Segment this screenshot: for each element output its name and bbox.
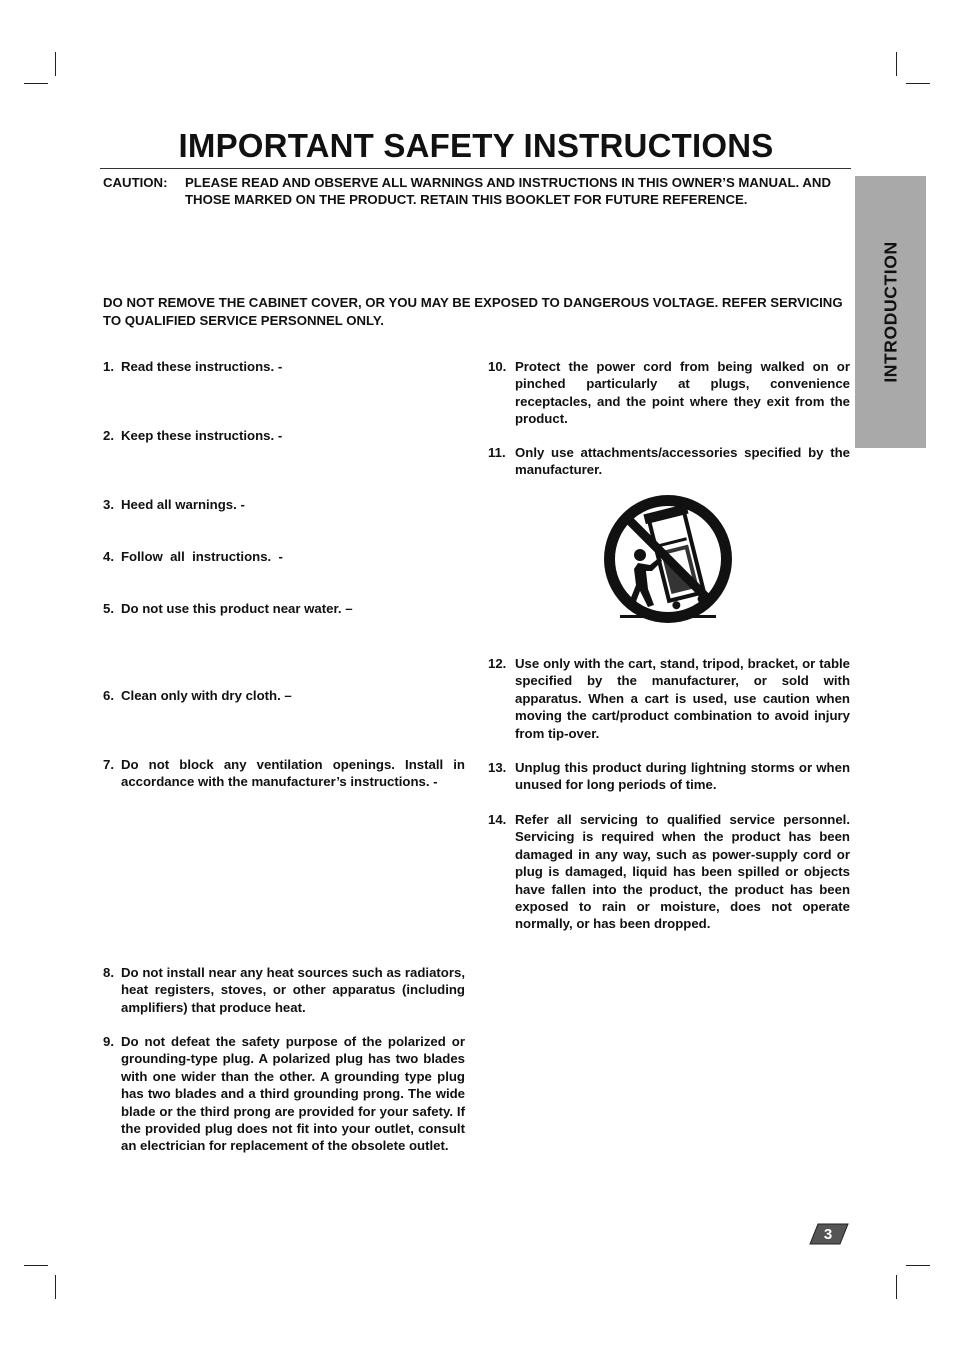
item-number: 6.	[103, 688, 114, 703]
instruction-item-9	[103, 1033, 465, 1155]
instruction-item-10	[488, 358, 850, 428]
crop-mark	[55, 1275, 56, 1299]
section-tab-label: INTRODUCTION	[880, 241, 900, 383]
item-number: 7.	[103, 757, 114, 772]
item-text: Only use attachments/accessories specified by the manufacturer.	[515, 445, 850, 478]
item-text: Refer all servicing to qualified service personnel. Servicing is required when the product has been damaged in any way, such as power-supply cord or plug is damaged, liquid has been spilled or objects have fallen into the product, the product has been exposed to rain or moisture, does not operate normally, or has been dropped.	[515, 812, 850, 932]
item-number: 1.	[103, 359, 114, 374]
item-number: 8.	[103, 965, 114, 980]
instruction-item-7	[103, 756, 465, 791]
item-number: 5.	[103, 601, 114, 616]
instruction-item-3	[103, 496, 465, 513]
item-text: Unplug this product during lightning storms or when unused for long periods of time.	[515, 760, 850, 793]
instruction-item-4	[103, 548, 465, 565]
item-number: 12.	[488, 656, 507, 671]
item-text: Protect the power cord from being walked on or pinched particularly at plugs, convenience receptacles, and the point where they exit from the product.	[515, 359, 850, 427]
item-number: 3.	[103, 497, 114, 512]
item-number: 11.	[488, 445, 506, 460]
page-number: 3	[823, 1226, 833, 1243]
instruction-item-6	[103, 687, 465, 704]
item-number: 2.	[103, 428, 114, 443]
cart-tip-over-warning-icon	[602, 493, 734, 625]
instruction-item-13	[488, 759, 850, 794]
instruction-item-12	[488, 655, 850, 742]
item-text: Heed all warnings. -	[121, 497, 245, 512]
crop-mark	[906, 1265, 930, 1266]
item-text: Keep these instructions. -	[121, 428, 283, 443]
item-number: 13.	[488, 760, 507, 775]
caution-text: PLEASE READ AND OBSERVE ALL WARNINGS AND INSTRUCTIONS IN THIS OWNER’S MANUAL. AND THOSE MARKED ON THE PRODUCT. RETAIN THIS BOOKLET FOR FUTURE REFERENCE.	[185, 175, 831, 207]
instruction-item-14	[488, 811, 850, 933]
crop-mark	[24, 83, 48, 84]
caution-label: CAUTION:	[103, 175, 168, 190]
item-text: Follow all instructions. -	[121, 549, 283, 564]
instruction-item-5	[103, 600, 465, 617]
instruction-item-1	[103, 358, 465, 375]
item-text: Do not block any ventilation openings. Install in accordance with the manufacturer’s instructions. -	[121, 757, 465, 790]
item-text: Read these instructions. -	[121, 359, 283, 374]
title-divider	[100, 168, 851, 169]
page-title: IMPORTANT SAFETY INSTRUCTIONS	[178, 127, 774, 164]
crop-mark	[55, 52, 56, 76]
item-text: Clean only with dry cloth. –	[121, 688, 292, 703]
crop-mark	[906, 83, 930, 84]
item-number: 9.	[103, 1034, 114, 1049]
instruction-item-11	[488, 444, 850, 479]
voltage-warning: DO NOT REMOVE THE CABINET COVER, OR YOU MAY BE EXPOSED TO DANGEROUS VOLTAGE. REFER SERVICING TO QUALIFIED SERVICE PERSONNEL ONLY.	[103, 295, 843, 328]
item-number: 4.	[103, 549, 114, 564]
item-text: Do not install near any heat sources such as radiators, heat registers, stoves, or other apparatus (including amplifiers) that produce heat.	[121, 965, 465, 1015]
item-text: Use only with the cart, stand, tripod, bracket, or table specified by the manufacturer, or sold with apparatus. When a cart is used, use caution when moving the cart/product combination to avoid injury from tip-over.	[515, 656, 850, 741]
crop-mark	[896, 1275, 897, 1299]
crop-mark	[24, 1265, 48, 1266]
page-number-badge	[808, 1222, 850, 1246]
crop-mark	[896, 52, 897, 76]
instruction-item-2	[103, 427, 465, 444]
item-text: Do not use this product near water. –	[121, 601, 353, 616]
instruction-item-8	[103, 964, 465, 1016]
item-number: 10.	[488, 359, 507, 374]
section-tab	[855, 176, 926, 448]
item-text: Do not defeat the safety purpose of the polarized or grounding-type plug. A polarized plug has two blades with one wider than the other. A grounding type plug has two blades and a third grounding prong. The wide blade or the third prong are provided for your safety. If the provided plug does not fit into your outlet, consult an electrician for replacement of the obsolete outlet.	[121, 1034, 465, 1154]
item-number: 14.	[488, 812, 507, 827]
